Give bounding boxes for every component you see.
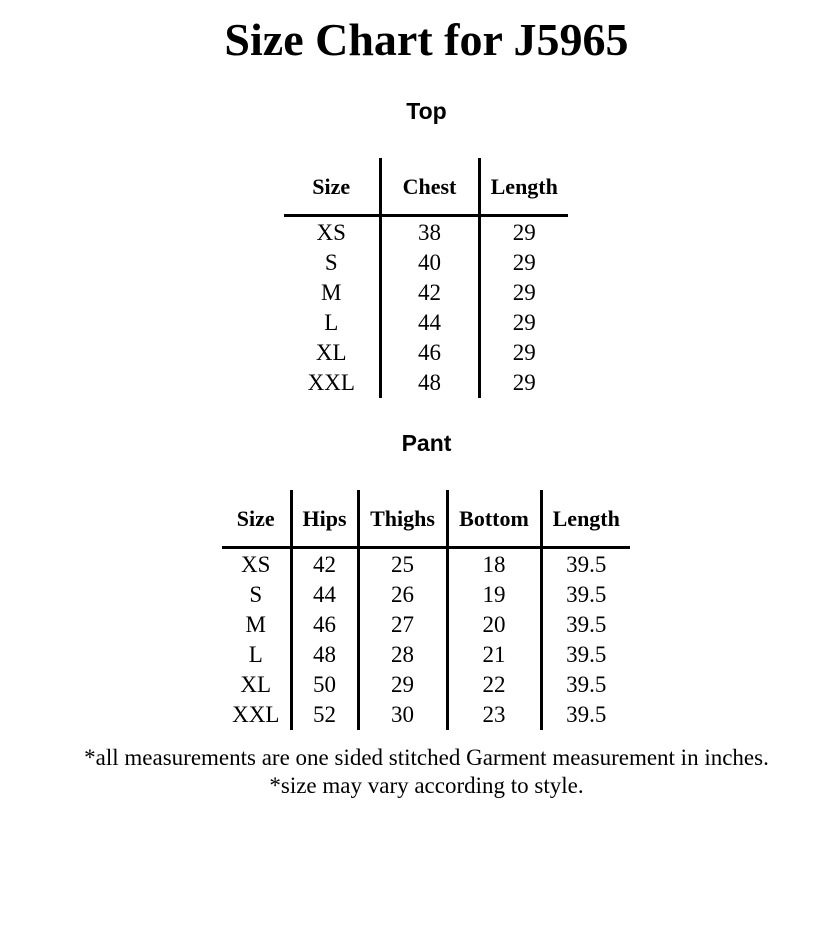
table-cell: 30 <box>358 700 447 730</box>
table-cell: 27 <box>358 610 447 640</box>
table-cell: 44 <box>380 308 479 338</box>
table-cell: 39.5 <box>566 701 607 727</box>
table-cell: M <box>284 278 380 308</box>
table-cell: 29 <box>512 249 536 275</box>
table-cell: 29 <box>512 279 536 305</box>
table-cell: 28 <box>358 640 447 670</box>
table-cell: 44 <box>291 580 358 610</box>
table-cell: XS <box>284 215 380 248</box>
table-row <box>222 700 630 730</box>
table-cell: 29 <box>512 219 536 245</box>
table-header-row <box>222 490 630 547</box>
table-cell: 42 <box>291 547 358 580</box>
top-size-table <box>284 158 568 398</box>
table-cell: 29 <box>512 309 536 335</box>
table-cell: 50 <box>291 670 358 700</box>
table-row <box>222 640 630 670</box>
table-cell: S <box>222 580 291 610</box>
top-section-title: Top <box>406 98 447 124</box>
table-cell: 26 <box>358 580 447 610</box>
table-row <box>222 670 630 700</box>
column-header-bottom: Bottom <box>447 490 541 547</box>
table-cell: L <box>222 640 291 670</box>
table-cell: 19 <box>447 580 541 610</box>
table-row <box>284 338 568 368</box>
table-cell: 42 <box>380 278 479 308</box>
pant-size-table <box>222 490 630 730</box>
table-cell: 20 <box>447 610 541 640</box>
table-cell: 39.5 <box>566 611 607 637</box>
measurement-note: *all measurements are one sided stitched Garment measurement in inches. <box>84 745 769 770</box>
table-cell: 18 <box>447 547 541 580</box>
table-cell: 39.5 <box>566 671 607 697</box>
table-header-row <box>284 158 568 215</box>
table-cell: XXL <box>222 700 291 730</box>
table-cell: 46 <box>380 338 479 368</box>
table-row <box>284 278 568 308</box>
page-title: Size Chart for J5965 <box>224 14 629 65</box>
table-row <box>284 248 568 278</box>
table-cell: 48 <box>291 640 358 670</box>
column-header-thighs: Thighs <box>358 490 447 547</box>
table-cell: XL <box>284 338 380 368</box>
size-variation-note: *size may vary according to style. <box>269 773 584 798</box>
column-header-hips: Hips <box>291 490 358 547</box>
table-row <box>284 368 568 398</box>
table-cell: XS <box>222 547 291 580</box>
table-cell: 52 <box>291 700 358 730</box>
table-cell: 39.5 <box>566 641 607 667</box>
column-header-size: Size <box>222 490 291 547</box>
table-cell: 29 <box>512 339 536 365</box>
column-header-length: Length <box>541 490 630 547</box>
table-row <box>222 580 630 610</box>
table-cell: 29 <box>512 369 536 395</box>
table-cell: L <box>284 308 380 338</box>
pant-section-title: Pant <box>401 430 452 456</box>
table-cell: 29 <box>358 670 447 700</box>
table-cell: 40 <box>380 248 479 278</box>
table-cell: XXL <box>284 368 380 398</box>
table-row <box>222 547 630 580</box>
table-cell: M <box>222 610 291 640</box>
table-cell: 21 <box>447 640 541 670</box>
table-cell: 48 <box>380 368 479 398</box>
column-header-length: Length <box>479 158 568 215</box>
column-header-chest: Chest <box>380 158 479 215</box>
table-cell: XL <box>222 670 291 700</box>
column-header-size: Size <box>284 158 380 215</box>
table-cell: 23 <box>447 700 541 730</box>
table-cell: S <box>284 248 380 278</box>
table-cell: 22 <box>447 670 541 700</box>
table-row <box>284 215 568 248</box>
table-row <box>284 308 568 338</box>
table-cell: 39.5 <box>566 551 607 577</box>
table-cell: 25 <box>358 547 447 580</box>
table-cell: 38 <box>380 215 479 248</box>
table-cell: 46 <box>291 610 358 640</box>
table-row <box>222 610 630 640</box>
table-cell: 39.5 <box>566 581 607 607</box>
